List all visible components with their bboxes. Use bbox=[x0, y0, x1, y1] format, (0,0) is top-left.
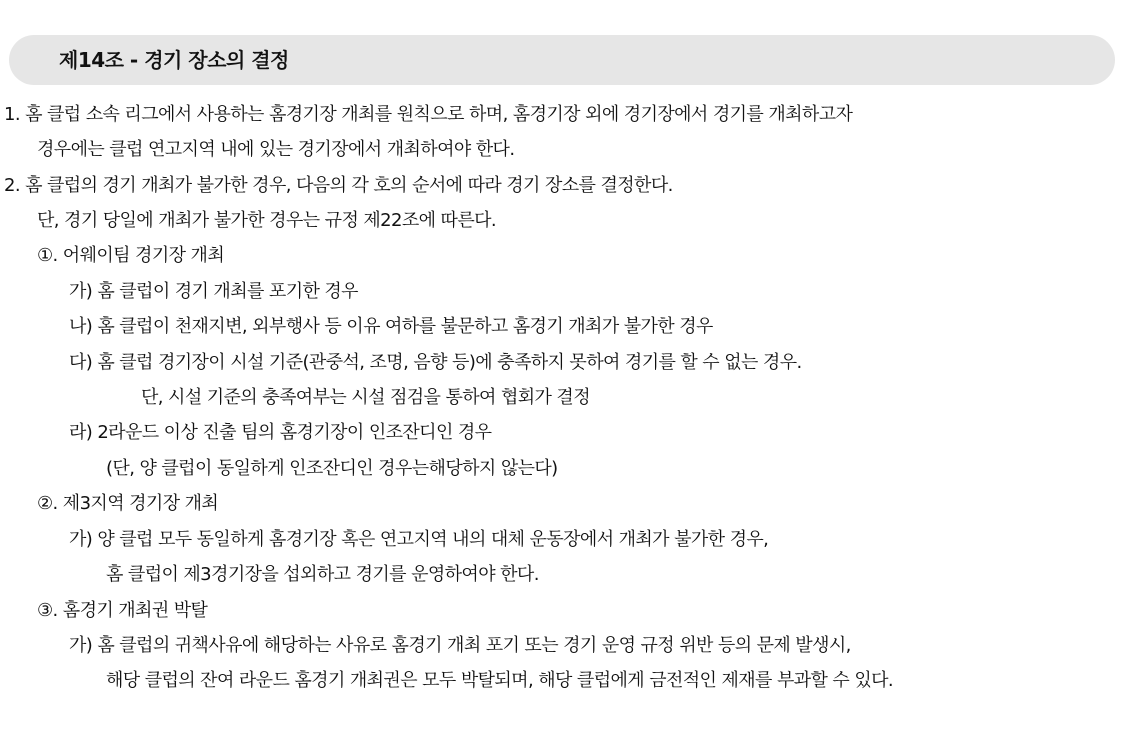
subsection-1-point-da-note: 단, 시설 기준의 충족여부는 시설 점검을 통하여 협회가 결정 bbox=[141, 387, 591, 408]
article-title-bar bbox=[9, 35, 1115, 85]
item-1-line-2: 경우에는 클럽 연고지역 내에 있는 경기장에서 개최하여야 한다. bbox=[37, 139, 515, 160]
subsection-1-point-da: 다) 홈 클럽 경기장이 시설 기준(관중석, 조명, 음향 등)에 충족하지 못하여 경기를 할 수 없는 경우. bbox=[69, 352, 802, 373]
item-2-line-2: 단, 경기 당일에 개최가 불가한 경우는 규정 제22조에 따른다. bbox=[37, 210, 497, 231]
item-2-text-1: 홈 클럽의 경기 개최가 불가한 경우, 다음의 각 호의 순서에 따라 경기 장소를 결정한다. bbox=[25, 175, 673, 196]
subsection-3-point-ga: 가) 홈 클럽의 귀책사유에 해당하는 사유로 홈경기 개최 포기 또는 경기 운영 규정 위반 등의 문제 발생시, bbox=[69, 635, 851, 656]
subsection-1-label: ①. 어웨이팀 경기장 개최 bbox=[37, 245, 225, 266]
subsection-1-point-na: 나) 홈 클럽이 천재지변, 외부행사 등 이유 여하를 불문하고 홈경기 개최가 불가한 경우 bbox=[69, 316, 713, 337]
subsection-1-point-ra-note: (단, 양 클럽이 동일하게 인조잔디인 경우는해당하지 않는다) bbox=[106, 458, 558, 479]
item-1-marker: 1. bbox=[4, 104, 20, 125]
subsection-2-label: ②. 제3지역 경기장 개최 bbox=[37, 493, 219, 514]
item-2-line-1 bbox=[4, 173, 673, 199]
subsection-2-point-ga-cont: 홈 클럽이 제3경기장을 섭외하고 경기를 운영하여야 한다. bbox=[106, 564, 539, 585]
subsection-1-point-ga: 가) 홈 클럽이 경기 개최를 포기한 경우 bbox=[69, 281, 358, 302]
article-title: 제14조 - 경기 장소의 결정 bbox=[59, 48, 289, 72]
subsection-2-point-ga: 가) 양 클럽 모두 동일하게 홈경기장 혹은 연고지역 내의 대체 운동장에서 개최가 불가한 경우, bbox=[69, 529, 769, 550]
item-2-marker: 2. bbox=[4, 175, 20, 196]
item-1-line-1 bbox=[4, 102, 852, 128]
item-1-text-1: 홈 클럽 소속 리그에서 사용하는 홈경기장 개최를 원칙으로 하며, 홈경기장 외에 경기장에서 경기를 개최하고자 bbox=[25, 104, 853, 125]
subsection-3-point-ga-cont: 해당 클럽의 잔여 라운드 홈경기 개최권은 모두 박탈되며, 해당 클럽에게 금전적인 제재를 부과할 수 있다. bbox=[106, 670, 894, 691]
subsection-3-label: ③. 홈경기 개최권 박탈 bbox=[37, 600, 208, 621]
subsection-1-point-ra: 라) 2라운드 이상 진출 팀의 홈경기장이 인조잔디인 경우 bbox=[69, 422, 492, 443]
